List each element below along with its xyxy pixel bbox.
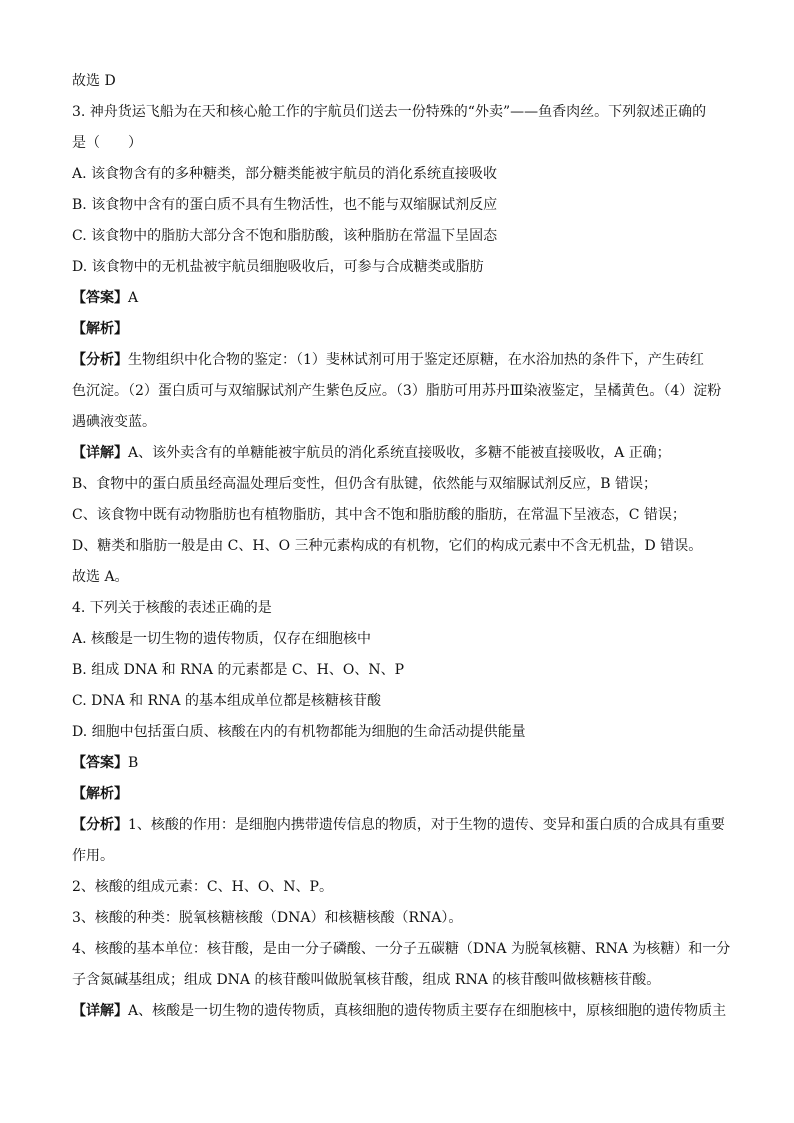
analysis-sub-tag: 【分析】	[72, 817, 128, 833]
option-c	[72, 686, 732, 717]
detail-line	[72, 996, 732, 1027]
text-line	[72, 376, 732, 407]
analysis-tag: 【解析】	[72, 321, 128, 337]
line-text: 4. 下列关于核酸的表述正确的是	[72, 600, 272, 616]
answer-tag: 【答案】	[72, 290, 128, 306]
text-line	[72, 469, 732, 500]
line-text: D、糖类和脂肪一般是由 C、H、O 三种元素构成的有机物，它们的构成元素中不含无机盐，D 错误。	[72, 538, 703, 554]
line-text: B、食物中的蛋白质虽经高温处理后变性，但仍含有肽键，依然能与双缩脲试剂反应，B 错误；	[72, 476, 658, 492]
line-text: C. 该食物中的脂肪大部分含不饱和脂肪酸，该种脂肪在常温下呈固态	[72, 228, 498, 244]
analysis-sub-tag: 【分析】	[72, 352, 128, 368]
analysis-line	[72, 810, 732, 841]
text-line	[72, 500, 732, 531]
line-text: C. DNA 和 RNA 的基本组成单位都是核糖核苷酸	[72, 693, 381, 709]
answer-tag: 【答案】	[72, 755, 128, 771]
option-c	[72, 221, 732, 252]
answer-value: A	[128, 290, 139, 306]
line-text: A. 核酸是一切生物的遗传物质，仅存在细胞核中	[72, 631, 372, 647]
line-text: 生物组织中化合物的鉴定：（1）斐林试剂可用于鉴定还原糖，在水浴加热的条件下，产生砖红	[128, 352, 704, 368]
line-text: 作用。	[72, 848, 114, 864]
line-text: C、该食物中既有动物脂肪也有植物脂肪，其中含不饱和脂肪酸的脂肪，在常温下呈液态，C 错误；	[72, 507, 686, 523]
text-line	[72, 903, 732, 934]
question-4-stem	[72, 593, 732, 624]
text-line	[72, 562, 732, 593]
option-a	[72, 624, 732, 655]
text-line	[72, 407, 732, 438]
line-text: 1、核酸的作用：是细胞内携带遗传信息的物质，对于生物的遗传、变异和蛋白质的合成具有重要	[128, 817, 725, 833]
line-text: 故选 A。	[72, 569, 129, 585]
option-b	[72, 190, 732, 221]
line-text: 故选 D	[72, 73, 116, 89]
line-text: 色沉淀。（2）蛋白质可与双缩脲试剂产生紫色反应。（3）脂肪可用苏丹Ⅲ染液鉴定，呈橘黄色。（4）淀粉	[72, 383, 722, 399]
option-b	[72, 655, 732, 686]
line-text: 遇碘液变蓝。	[72, 414, 156, 430]
analysis-heading	[72, 779, 732, 810]
question-3-stem	[72, 97, 732, 128]
analysis-tag: 【解析】	[72, 786, 128, 802]
line-text: A. 该食物含有的多种糖类，部分糖类能被宇航员的消化系统直接吸收	[72, 166, 498, 182]
line-text: 3、核酸的种类：脱氧核糖核酸（DNA）和核糖核酸（RNA）。	[72, 910, 463, 926]
option-d	[72, 252, 732, 283]
line-text: A、核酸是一切生物的遗传物质，真核细胞的遗传物质主要存在细胞核中，原核细胞的遗传物质主	[128, 1003, 727, 1019]
line-text: B. 组成 DNA 和 RNA 的元素都是 C、H、O、N、P	[72, 662, 404, 678]
answer-line	[72, 283, 732, 314]
line-text: 4、核酸的基本单位：核苷酸，是由一分子磷酸、一分子五碳糖（DNA 为脱氧核糖、RNA 为核糖）和一分	[72, 941, 731, 957]
answer-line	[72, 748, 732, 779]
text-line	[72, 965, 732, 996]
line-text: 子含氮碱基组成；组成 DNA 的核苷酸叫做脱氧核苷酸，组成 RNA 的核苷酸叫做核糖核苷酸。	[72, 972, 661, 988]
answer-value: B	[128, 755, 139, 771]
line-text: D. 细胞中包括蛋白质、核酸在内的有机物都能为细胞的生命活动提供能量	[72, 724, 526, 740]
text-line	[72, 872, 732, 903]
line-text: B. 该食物中含有的蛋白质不具有生物活性，也不能与双缩脲试剂反应	[72, 197, 498, 213]
line-text: A、该外卖含有的单糖能被宇航员的消化系统直接吸收，多糖不能被直接吸收，A 正确；	[128, 445, 671, 461]
question-3-stem-cont	[72, 128, 732, 159]
text-line	[72, 531, 732, 562]
text-line	[72, 66, 732, 97]
line-text: D. 该食物中的无机盐被宇航员细胞吸收后，可参与合成糖类或脂肪	[72, 259, 484, 275]
document-body	[72, 66, 732, 1027]
text-line	[72, 934, 732, 965]
text-line	[72, 841, 732, 872]
detail-tag: 【详解】	[72, 1003, 128, 1019]
option-a	[72, 159, 732, 190]
detail-tag: 【详解】	[72, 445, 128, 461]
line-text: 2、核酸的组成元素：C、H、O、N、P。	[72, 879, 333, 895]
detail-line	[72, 438, 732, 469]
line-text: 3. 神舟货运飞船为在天和核心舱工作的宇航员们送去一份特殊的“外卖”——鱼香肉丝。下列叙述正确的	[72, 104, 707, 120]
analysis-heading	[72, 314, 732, 345]
line-text: 是（ ）	[72, 135, 142, 151]
analysis-line	[72, 345, 732, 376]
option-d	[72, 717, 732, 748]
